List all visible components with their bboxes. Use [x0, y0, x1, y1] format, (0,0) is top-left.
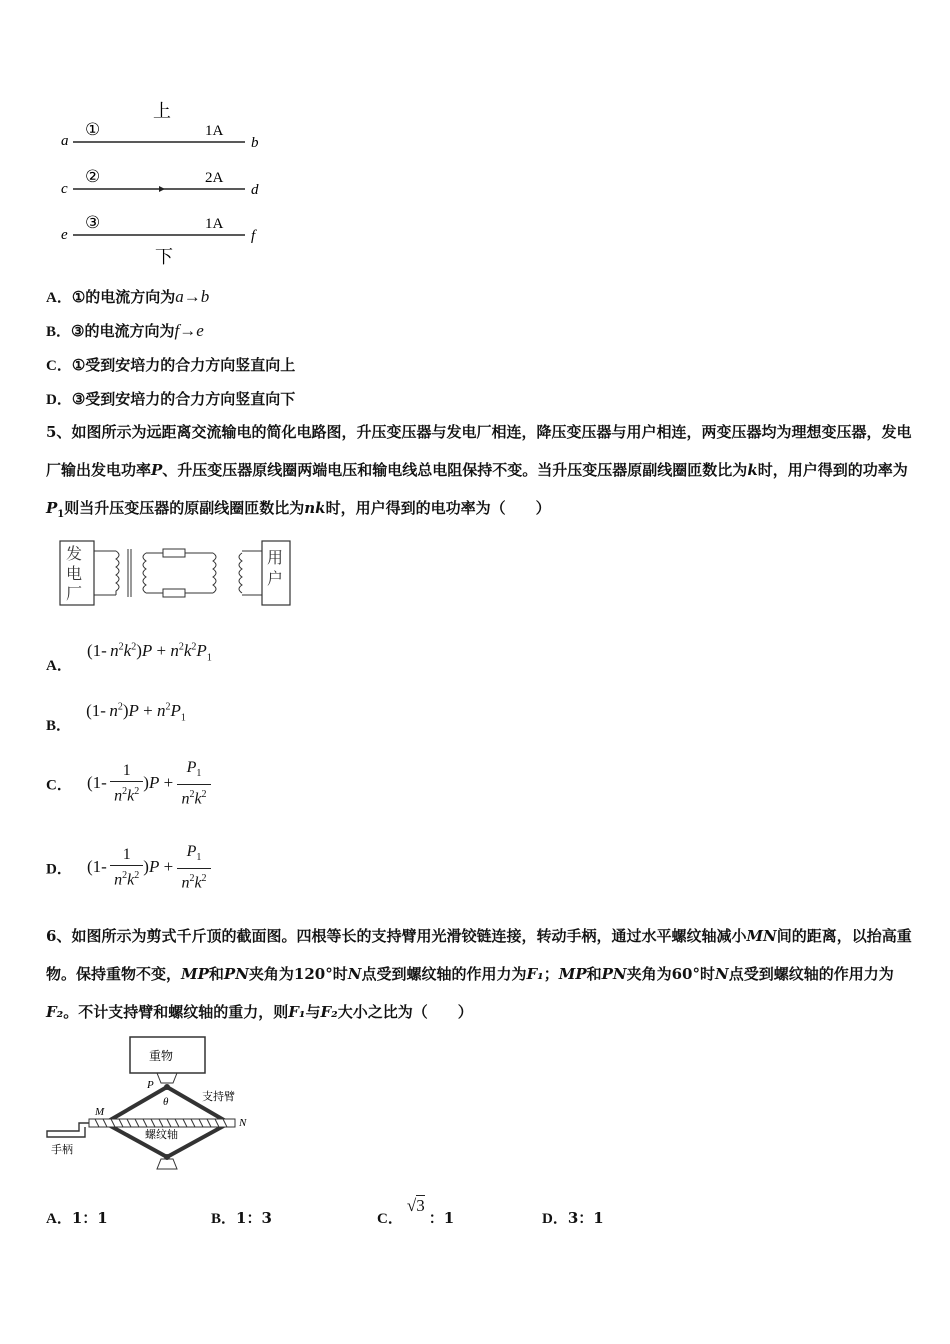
wire-2-current: 2A: [205, 170, 224, 186]
wire-1-end: b: [251, 135, 259, 151]
scissor-jack-figure: [45, 1033, 260, 1173]
user-label: 用户: [267, 550, 284, 588]
q4-option-d[interactable]: D．③受到安培力的合力方向竖直向下: [46, 390, 296, 408]
q4-option-a[interactable]: A．①的电流方向为a→b: [46, 287, 210, 306]
q5-option-c[interactable]: C． (1- $\frac{1}{n^2k^2}$ )P + $\frac{P_1}{n^2k^2}$: [46, 758, 211, 810]
q6-option-d[interactable]: D．3：1: [542, 1209, 604, 1227]
parallel-wires-figure: [55, 95, 275, 270]
q5-stem: 5、如图所示为远距离交流输电的简化电路图，升压变压器与发电厂相连，降压变压器与用户相连，两变压器均为理想变压器，发电厂输出发电功率P、升压变压器原线圈两端电压和输电线总电阻保持不变。当升压变压器原副线圈匝数比为k时，用户得到的功率为$P_1$则当升压变压器的原副线圈匝数比为nk时，用户得到的电功率为（ ）: [46, 423, 912, 520]
q4-option-b[interactable]: B．③的电流方向为f→e: [46, 321, 204, 340]
wire-2-end: d: [251, 182, 259, 198]
current-direction-arrow: [159, 186, 165, 192]
line-resistor-top: [163, 549, 185, 557]
wire-1: [61, 120, 259, 151]
q5-option-a[interactable]: A． (1- $n^2k^2)P + n^2k^2P_1$: [46, 641, 212, 674]
q6-option-b[interactable]: B．1：3: [211, 1209, 272, 1227]
transmission-circuit-figure: [58, 537, 293, 609]
handle-label: 手柄: [51, 1144, 73, 1156]
formula-a: (1- $n^2k^2)P + n^2k^2P_1$: [86, 641, 212, 664]
q4-option-c[interactable]: C．①受到安培力的合力方向竖直向上: [46, 356, 296, 374]
q6-option-a[interactable]: A．1：1: [46, 1209, 108, 1227]
top-label: 上: [153, 101, 171, 121]
wire-1-current: 1A: [205, 123, 224, 139]
screw-label: 螺纹轴: [145, 1129, 178, 1141]
angle-theta: θ: [163, 1096, 169, 1108]
q6-option-c[interactable]: C．√3：1: [377, 1196, 455, 1227]
sqrt-3: √3: [406, 1196, 425, 1215]
wire-3-start: e: [61, 227, 68, 243]
wire-2-number: ②: [85, 167, 101, 186]
formula-d: (1- $\frac{1}{n^2k^2}$ )P + $\frac{P_1}{n^2k^2}$: [87, 857, 211, 876]
line-resistor-bottom: [163, 589, 185, 597]
wire-3-end: f: [251, 228, 256, 244]
wire-2-start: c: [61, 181, 68, 197]
arm-label: 支持臂: [202, 1091, 235, 1103]
q6-stem: 6、如图所示为剪式千斤顶的截面图。四根等长的支持臂用光滑铰链连接，转动手柄，通过水平螺纹轴减小MN间的距离，以抬高重物。保持重物不变，MP和PN夹角为120°时N点受到螺纹轴的作用力为F₁；MP和PN夹角为60°时N点受到螺纹轴的作用力为F₂。不计支持臂和螺纹轴的重力，则F₁与F₂大小之比为（ ）: [46, 927, 912, 1021]
wire-2: [61, 167, 259, 198]
formula-c: (1- $\frac{1}{n^2k^2}$ )P + $\frac{P_1}{n^2k^2}$: [87, 773, 211, 792]
q5-option-d[interactable]: D． (1- $\frac{1}{n^2k^2}$ )P + $\frac{P_1}{n^2k^2}$: [46, 842, 211, 894]
formula-b: (1- $n^2)P + n^2P_1$: [86, 701, 186, 724]
wire-3-current: 1A: [205, 216, 224, 232]
weight-label: 重物: [149, 1049, 174, 1063]
point-M: M: [95, 1106, 105, 1118]
q5-option-b[interactable]: B． (1- $n^2)P + n^2P_1$: [46, 701, 186, 734]
wire-3-number: ③: [85, 213, 101, 232]
point-P: P: [147, 1079, 154, 1091]
wire-3: [61, 213, 257, 244]
bottom-label: 下: [155, 247, 173, 267]
point-N: N: [239, 1117, 247, 1129]
power-plant-label: 发电厂: [66, 546, 83, 603]
wire-1-start: a: [61, 133, 69, 149]
wire-1-number: ①: [85, 120, 101, 139]
